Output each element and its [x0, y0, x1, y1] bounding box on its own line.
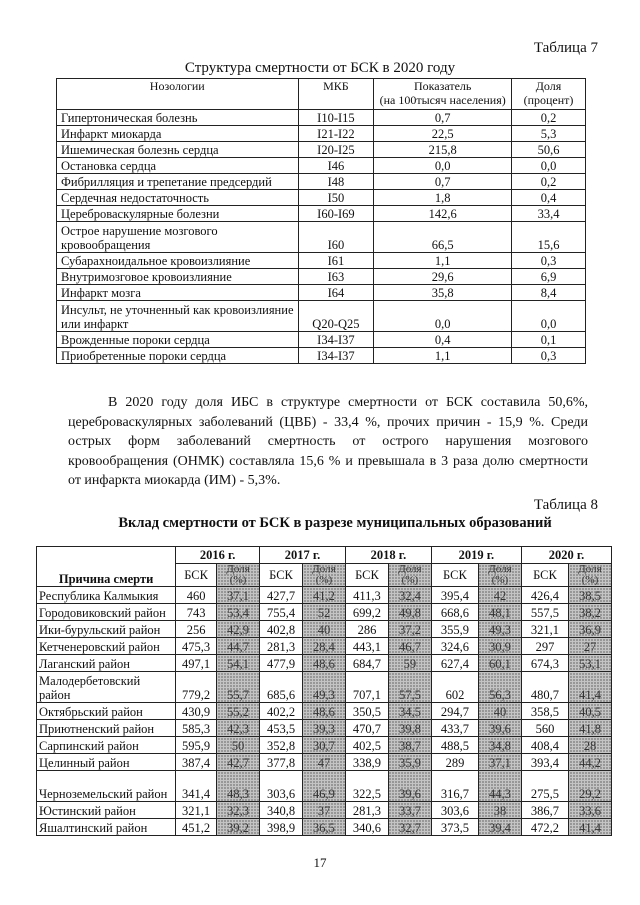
- table7-header-share: Доля (процент): [512, 79, 586, 110]
- table8-header-year: 2018 г.: [345, 547, 431, 564]
- table8-subheader-bsk: БСК: [260, 564, 303, 587]
- table7-cell-rate: 22,5: [374, 126, 512, 142]
- table8-subheader-bsk: БСК: [431, 564, 478, 587]
- table7-cell-share: 0,3: [512, 253, 586, 269]
- table8-cell-bsk: 460: [176, 587, 217, 604]
- table7-cell-share: 8,4: [512, 285, 586, 301]
- table8-subheader-share: Доля (%): [478, 564, 521, 587]
- table7-row: [57, 332, 586, 348]
- table8-cell-share: 52: [303, 604, 346, 621]
- table8-cell-share: 28: [569, 737, 612, 754]
- table8-cell-bsk: 275,5: [521, 771, 568, 802]
- table8-cell-share: 53,4: [217, 604, 260, 621]
- table8-cell-share: 39,4: [478, 819, 521, 836]
- table8-cell-name: Республика Калмыкия: [37, 587, 176, 604]
- table8-cell-share: 42,7: [217, 754, 260, 771]
- table7-cell-share: 15,6: [512, 222, 586, 253]
- table8-subheader-bsk: БСК: [345, 564, 388, 587]
- table7-cell-icd: I60: [298, 222, 374, 253]
- table8-row: [37, 672, 612, 703]
- table8-cell-bsk: 477,9: [260, 655, 303, 672]
- table8-row: [37, 720, 612, 737]
- table8-cell-share: 54,1: [217, 655, 260, 672]
- table8-cell-share: 49,8: [388, 604, 431, 621]
- table8-cell-bsk: 402,5: [345, 737, 388, 754]
- table8-cell-bsk: 627,4: [431, 655, 478, 672]
- table8-cell-bsk: 707,1: [345, 672, 388, 703]
- table7-cell-icd: I64: [298, 285, 374, 301]
- page-number: 17: [313, 855, 327, 870]
- table8-cell-bsk: 393,4: [521, 754, 568, 771]
- table8-subheader-bsk: БСК: [521, 564, 568, 587]
- table8-cell-bsk: 321,1: [521, 621, 568, 638]
- table8-row: [37, 771, 612, 802]
- table8-cell-share: 34,5: [388, 703, 431, 720]
- table8-cell-share: 40,5: [569, 703, 612, 720]
- table8-cell-share: 42,3: [217, 720, 260, 737]
- table8-cell-bsk: 480,7: [521, 672, 568, 703]
- table7-cell-rate: 1,1: [374, 348, 512, 364]
- table8-cell-share: 48,6: [303, 655, 346, 672]
- table8-cell-bsk: 699,2: [345, 604, 388, 621]
- table7-row: [57, 174, 586, 190]
- table7-cell-icd: I34-I37: [298, 348, 374, 364]
- table8-cell-bsk: 743: [176, 604, 217, 621]
- table8-cell-bsk: 355,9: [431, 621, 478, 638]
- table8-cell-share: 36,5: [303, 819, 346, 836]
- table8-cell-bsk: 297: [521, 638, 568, 655]
- table8-cell-share: 57,5: [388, 672, 431, 703]
- table8-cell-bsk: 281,3: [345, 802, 388, 819]
- table8-cell-bsk: 684,7: [345, 655, 388, 672]
- table8-subheader-bsk: БСК: [176, 564, 217, 587]
- table8-cell-bsk: 557,5: [521, 604, 568, 621]
- table8-cell-share: 37,1: [217, 587, 260, 604]
- table8-cell-bsk: 358,5: [521, 703, 568, 720]
- table8-cell-bsk: 281,3: [260, 638, 303, 655]
- table8-cell-share: 44,3: [478, 771, 521, 802]
- table8-cell-bsk: 322,5: [345, 771, 388, 802]
- table7-cell-share: 6,9: [512, 269, 586, 285]
- table7-cell-icd: I10-I15: [298, 110, 374, 126]
- table7-cell-rate: 0,7: [374, 174, 512, 190]
- table7-cell-nosology: Цереброваскулярные болезни: [57, 206, 299, 222]
- table7-cell-share: 0,2: [512, 110, 586, 126]
- table8-cell-share: 55,2: [217, 703, 260, 720]
- table7-row: [57, 142, 586, 158]
- table8-subheader-share: Доля (%): [569, 564, 612, 587]
- table8-cell-share: 49,3: [478, 621, 521, 638]
- table8-cell-share: 50: [217, 737, 260, 754]
- table8-cell-share: 32,4: [388, 587, 431, 604]
- table7-cell-icd: I61: [298, 253, 374, 269]
- table8-cell-share: 30,7: [303, 737, 346, 754]
- table8-cell-share: 41,4: [569, 819, 612, 836]
- table7-cell-nosology: Приобретенные пороки сердца: [57, 348, 299, 364]
- table8-cell-bsk: 294,7: [431, 703, 478, 720]
- table7-cell-icd: I34-I37: [298, 332, 374, 348]
- table8-cell-share: 46,7: [388, 638, 431, 655]
- table8-cell-bsk: 685,6: [260, 672, 303, 703]
- table7-cell-share: 0,4: [512, 190, 586, 206]
- table8-cell-bsk: 451,2: [176, 819, 217, 836]
- table8-cell-share: 33,7: [388, 802, 431, 819]
- table8-cell-bsk: 497,1: [176, 655, 217, 672]
- table8-cell-bsk: 286: [345, 621, 388, 638]
- table8-cell-name: Ики-бурульский район: [37, 621, 176, 638]
- table7-cell-share: 50,6: [512, 142, 586, 158]
- table8-cell-bsk: 340,6: [345, 819, 388, 836]
- table7-cell-rate: 29,6: [374, 269, 512, 285]
- table7-cell-rate: 35,8: [374, 285, 512, 301]
- table7-row: [57, 253, 586, 269]
- table7-row: [57, 190, 586, 206]
- table8-cell-bsk: 472,2: [521, 819, 568, 836]
- table8-cell-share: 48,1: [478, 604, 521, 621]
- table8-cell-share: 37: [303, 802, 346, 819]
- table8-cell-share: 28,4: [303, 638, 346, 655]
- table7-cell-nosology: Внутримозговое кровоизлияние: [57, 269, 299, 285]
- table8-cell-share: 38,7: [388, 737, 431, 754]
- table8-cell-bsk: 377,8: [260, 754, 303, 771]
- table7-row: [57, 222, 586, 253]
- table8-cell-bsk: 338,9: [345, 754, 388, 771]
- table7-cell-nosology: Гипертоническая болезнь: [57, 110, 299, 126]
- table8-cell-bsk: 430,9: [176, 703, 217, 720]
- table8-cell-share: 38: [478, 802, 521, 819]
- table7-cell-rate: 215,8: [374, 142, 512, 158]
- table8-cell-bsk: 395,4: [431, 587, 478, 604]
- table8-cell-bsk: 602: [431, 672, 478, 703]
- table8-cell-share: 48,6: [303, 703, 346, 720]
- table8-cell-name: Сарпинский район: [37, 737, 176, 754]
- table8-subheader-share: Доля (%): [388, 564, 431, 587]
- table7-cell-nosology: Инсульт, не уточненный как кровоизлияние или инфаркт: [57, 301, 299, 332]
- table7-row: [57, 158, 586, 174]
- table8-cell-bsk: 340,8: [260, 802, 303, 819]
- table8-cell-bsk: 779,2: [176, 672, 217, 703]
- table8-cell-bsk: 324,6: [431, 638, 478, 655]
- table8-cell-name: Лаганский район: [37, 655, 176, 672]
- table8-cell-bsk: 387,4: [176, 754, 217, 771]
- table8-cell-share: 39,3: [303, 720, 346, 737]
- table7-row: [57, 348, 586, 364]
- table7-cell-nosology: Ишемическая болезнь сердца: [57, 142, 299, 158]
- table7-header-nosology: Нозологии: [57, 79, 299, 110]
- table8-cell-bsk: 386,7: [521, 802, 568, 819]
- table8-cell-bsk: 475,3: [176, 638, 217, 655]
- table8-cell-name: Черноземельский район: [37, 771, 176, 802]
- table7-cell-share: 33,4: [512, 206, 586, 222]
- table8-cell-bsk: 341,4: [176, 771, 217, 802]
- table7-cell-share: 5,3: [512, 126, 586, 142]
- table8-cell-bsk: 411,3: [345, 587, 388, 604]
- table8-cell-bsk: 402,8: [260, 621, 303, 638]
- table8-cell-share: 55,7: [217, 672, 260, 703]
- table7-cell-rate: 0,7: [374, 110, 512, 126]
- table7-cell-rate: 1,1: [374, 253, 512, 269]
- table8-cell-bsk: 427,7: [260, 587, 303, 604]
- table7-cell-nosology: Инфаркт мозга: [57, 285, 299, 301]
- table8-cell-share: 53,1: [569, 655, 612, 672]
- table7-cell-share: 0,1: [512, 332, 586, 348]
- table8-cell-bsk: 595,9: [176, 737, 217, 754]
- table7-cell-icd: I48: [298, 174, 374, 190]
- table8-header-year: 2020 г.: [521, 547, 611, 564]
- table8-cell-share: 42,9: [217, 621, 260, 638]
- table8-cell-bsk: 321,1: [176, 802, 217, 819]
- table8-cell-share: 44,2: [569, 754, 612, 771]
- table8-cell-bsk: 433,7: [431, 720, 478, 737]
- table8-cell-share: 59: [388, 655, 431, 672]
- table8-cell-bsk: 408,4: [521, 737, 568, 754]
- table8-cell-share: 32,7: [388, 819, 431, 836]
- table8-cell-share: 38,5: [569, 587, 612, 604]
- table8-cell-share: 30,9: [478, 638, 521, 655]
- table8-cell-bsk: 289: [431, 754, 478, 771]
- table8-cell-share: 39,8: [388, 720, 431, 737]
- table7-cell-share: 0,3: [512, 348, 586, 364]
- table8-cell-share: 27: [569, 638, 612, 655]
- table8-cell-bsk: 488,5: [431, 737, 478, 754]
- table8-cell-bsk: 453,5: [260, 720, 303, 737]
- table8-header-year: 2016 г.: [176, 547, 260, 564]
- table8-cell-share: 34,8: [478, 737, 521, 754]
- table8-cell-share: 37,2: [388, 621, 431, 638]
- table8-cell-share: 39,6: [388, 771, 431, 802]
- table7-cell-share: 0,0: [512, 158, 586, 174]
- table7-cell-nosology: Острое нарушение мозгового кровообращения: [57, 222, 299, 253]
- table8-subheader-share: Доля (%): [303, 564, 346, 587]
- table7: [56, 78, 586, 364]
- table8-cell-share: 40: [303, 621, 346, 638]
- table8-cell-share: 36,9: [569, 621, 612, 638]
- body-paragraph: В 2020 году доля ИБС в структуре смертности от БСК составила 50,6%, цереброваскулярных заболеваний (ЦВБ) - 33,4 %, прочих причин - 15,9 %. Среди острых форм заболеваний смертность от острого нарушения мозгового кровообращения (ОНМК) составляла 15,6 % и превышала в 3 раза долю смертности от инфаркта миокарда (ИМ) - 5,3%.: [68, 395, 588, 488]
- table7-cell-icd: I63: [298, 269, 374, 285]
- table7-caption: Таблица 7: [533, 40, 598, 56]
- table8-cell-name: Юстинский район: [37, 802, 176, 819]
- table8-cell-share: 29,2: [569, 771, 612, 802]
- table8-cell-bsk: 303,6: [260, 771, 303, 802]
- table8-cell-bsk: 426,4: [521, 587, 568, 604]
- table8: [36, 546, 612, 836]
- table8-cell-share: 37,1: [478, 754, 521, 771]
- table7-cell-icd: I50: [298, 190, 374, 206]
- table7-row: [57, 301, 586, 332]
- table8-header-year: 2019 г.: [431, 547, 521, 564]
- table7-row: [57, 285, 586, 301]
- table7-cell-rate: 1,8: [374, 190, 512, 206]
- table7-row: [57, 269, 586, 285]
- table8-cell-bsk: 402,2: [260, 703, 303, 720]
- table8-row: [37, 819, 612, 836]
- table8-cell-share: 48,3: [217, 771, 260, 802]
- table8-row: [37, 737, 612, 754]
- table7-cell-nosology: Остановка сердца: [57, 158, 299, 174]
- table8-cell-share: 41,4: [569, 672, 612, 703]
- table8-cell-bsk: 316,7: [431, 771, 478, 802]
- table8-cell-share: 46,9: [303, 771, 346, 802]
- table8-row: [37, 655, 612, 672]
- table7-cell-rate: 0,0: [374, 158, 512, 174]
- table7-cell-rate: 66,5: [374, 222, 512, 253]
- table8-cell-share: 38,2: [569, 604, 612, 621]
- table7-header-rate: Показатель (на 100тысяч населения): [374, 79, 512, 110]
- table8-cell-share: 39,2: [217, 819, 260, 836]
- table8-cell-share: 44,7: [217, 638, 260, 655]
- table7-cell-share: 0,0: [512, 301, 586, 332]
- table7-cell-share: 0,2: [512, 174, 586, 190]
- table8-cell-name: Малодербетовский район: [37, 672, 176, 703]
- table8-header-cause: Причина смерти: [37, 547, 176, 587]
- table7-header-icd: МКБ: [298, 79, 374, 110]
- table8-cell-name: Приютненский район: [37, 720, 176, 737]
- table7-cell-icd: I60-I69: [298, 206, 374, 222]
- table8-cell-bsk: 443,1: [345, 638, 388, 655]
- table8-row: [37, 604, 612, 621]
- table8-caption: Таблица 8: [533, 497, 598, 513]
- table7-cell-rate: 142,6: [374, 206, 512, 222]
- table8-cell-share: 41,8: [569, 720, 612, 737]
- table7-cell-nosology: Субарахноидальное кровоизлияние: [57, 253, 299, 269]
- table8-cell-name: Целинный район: [37, 754, 176, 771]
- table8-row: [37, 802, 612, 819]
- table8-cell-bsk: 303,6: [431, 802, 478, 819]
- table8-cell-share: 35,9: [388, 754, 431, 771]
- table8-cell-share: 56,3: [478, 672, 521, 703]
- table8-cell-share: 32,3: [217, 802, 260, 819]
- table8-cell-name: Кетченеровский район: [37, 638, 176, 655]
- table8-header-year: 2017 г.: [260, 547, 346, 564]
- table8-cell-name: Октябрьский район: [37, 703, 176, 720]
- table8-cell-bsk: 560: [521, 720, 568, 737]
- table7-cell-icd: I20-I25: [298, 142, 374, 158]
- table8-cell-bsk: 398,9: [260, 819, 303, 836]
- table8-cell-share: 33,6: [569, 802, 612, 819]
- table7-cell-nosology: Инфаркт миокарда: [57, 126, 299, 142]
- table7-row: [57, 126, 586, 142]
- table8-cell-bsk: 350,5: [345, 703, 388, 720]
- table7-cell-nosology: Фибрилляция и трепетание предсердий: [57, 174, 299, 190]
- table8-cell-share: 40: [478, 703, 521, 720]
- table8-cell-bsk: 668,6: [431, 604, 478, 621]
- table8-row: [37, 703, 612, 720]
- table8-cell-bsk: 755,4: [260, 604, 303, 621]
- table8-cell-name: Городовиковский район: [37, 604, 176, 621]
- table7-row: [57, 206, 586, 222]
- table7-row: [57, 110, 586, 126]
- table8-row: [37, 754, 612, 771]
- table8-row: [37, 621, 612, 638]
- table8-cell-share: 39,6: [478, 720, 521, 737]
- table7-cell-rate: 0,4: [374, 332, 512, 348]
- table8-title: Вклад смертности от БСК в разрезе муниципальных образований: [118, 515, 552, 531]
- table8-cell-share: 49,3: [303, 672, 346, 703]
- table8-subheader-share: Доля (%): [217, 564, 260, 587]
- table8-cell-name: Яшалтинский район: [37, 819, 176, 836]
- table8-cell-share: 42: [478, 587, 521, 604]
- table8-cell-bsk: 470,7: [345, 720, 388, 737]
- table7-cell-icd: I46: [298, 158, 374, 174]
- table8-cell-share: 60,1: [478, 655, 521, 672]
- table7-body: [57, 110, 586, 364]
- table8-row: [37, 587, 612, 604]
- table7-cell-icd: I21-I22: [298, 126, 374, 142]
- table7-cell-nosology: Врожденные пороки сердца: [57, 332, 299, 348]
- table8-cell-bsk: 674,3: [521, 655, 568, 672]
- table8-cell-bsk: 373,5: [431, 819, 478, 836]
- table8-cell-share: 47: [303, 754, 346, 771]
- table8-cell-share: 41,2: [303, 587, 346, 604]
- table8-cell-bsk: 256: [176, 621, 217, 638]
- table7-title: Структура смертности от БСК в 2020 году: [184, 60, 456, 76]
- table8-cell-bsk: 352,8: [260, 737, 303, 754]
- table7-cell-rate: 0,0: [374, 301, 512, 332]
- table7-cell-nosology: Сердечная недостаточность: [57, 190, 299, 206]
- table8-body: [37, 587, 612, 836]
- table8-row: [37, 638, 612, 655]
- table8-cell-bsk: 585,3: [176, 720, 217, 737]
- table7-cell-icd: Q20-Q25: [298, 301, 374, 332]
